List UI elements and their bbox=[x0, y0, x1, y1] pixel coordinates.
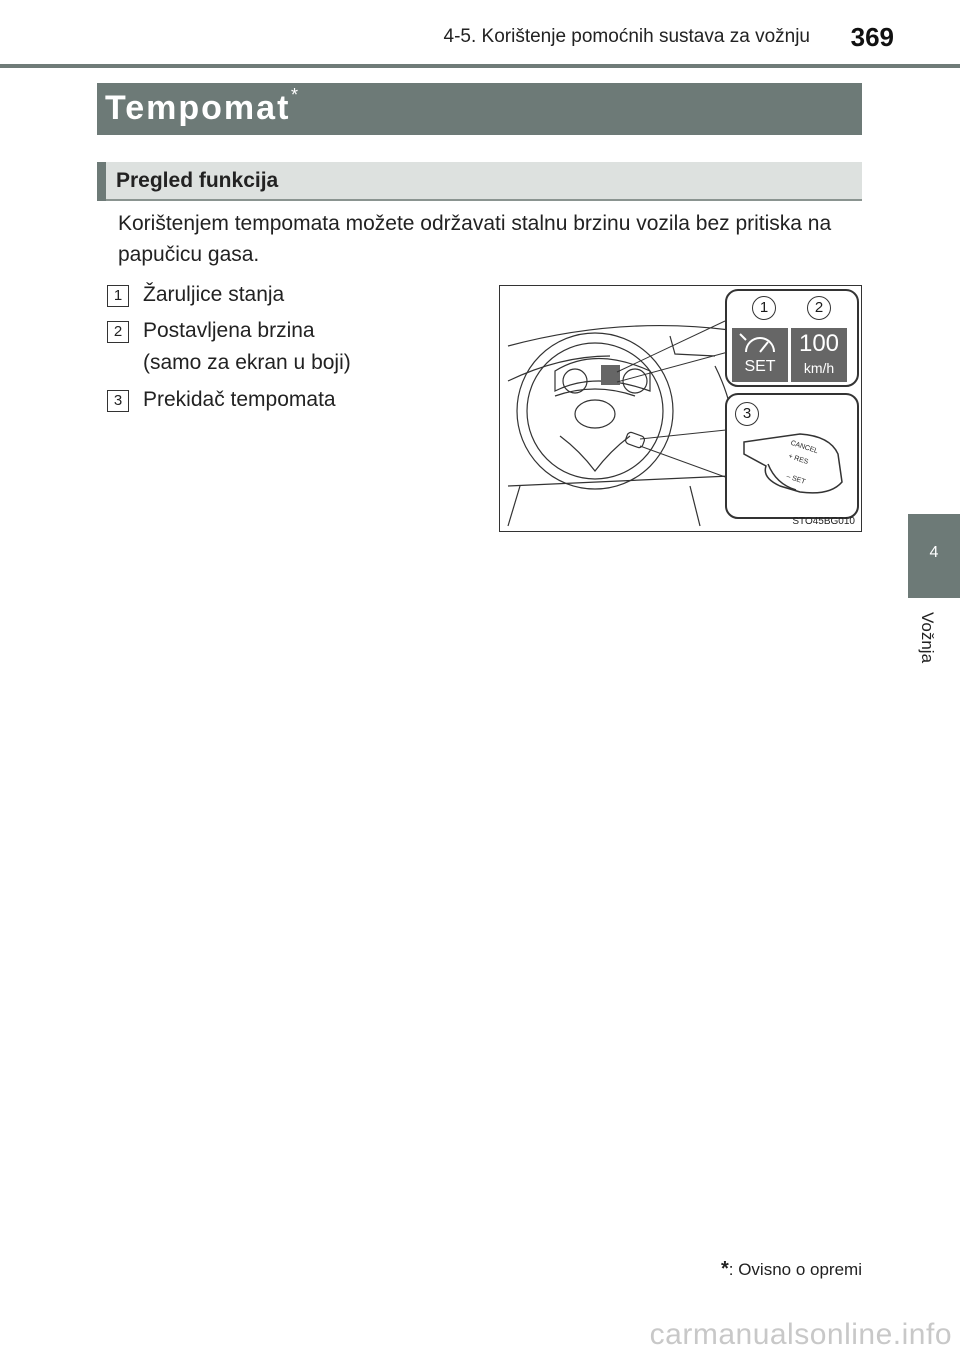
section-accent bbox=[97, 162, 106, 201]
set-indicator-label: SET bbox=[744, 358, 776, 375]
item-number: 2 bbox=[107, 321, 129, 343]
title-footnote-marker: * bbox=[291, 85, 299, 105]
callout-1: 1 bbox=[752, 296, 776, 320]
section-header bbox=[97, 162, 862, 201]
item-label: Žaruljice stanja bbox=[143, 283, 285, 306]
watermark: carmanualsonline.info bbox=[649, 1318, 952, 1351]
header-section-title: 4-5. Korištenje pomoćnih sustava za vožnju bbox=[443, 26, 810, 47]
item-label: Postavljena brzina bbox=[143, 319, 315, 342]
footnote bbox=[721, 1258, 862, 1281]
illustration-code: STO45BG010 bbox=[792, 516, 855, 527]
item-label: Prekidač tempomata bbox=[143, 388, 336, 411]
chapter-label: Vožnja bbox=[918, 612, 937, 664]
section-title: Pregled funkcija bbox=[116, 169, 279, 192]
footnote-star: * bbox=[720, 1258, 729, 1280]
set-speed-unit: km/h bbox=[803, 360, 835, 376]
lever-label-res: + RES bbox=[787, 453, 810, 466]
set-speed-value: 100 bbox=[798, 330, 840, 357]
item-number: 3 bbox=[107, 390, 129, 412]
callout-2: 2 bbox=[807, 296, 831, 320]
intro-paragraph: Korištenjem tempomata možete održavati stalnu brzinu vozila bez pritiska na papučicu gasa. bbox=[118, 212, 832, 266]
item-number: 1 bbox=[107, 285, 129, 307]
chapter-title-bar bbox=[97, 83, 862, 135]
callout-3: 3 bbox=[735, 402, 759, 426]
illustration-drawing bbox=[500, 286, 862, 532]
lever-label-set: – SET bbox=[785, 473, 807, 486]
header-divider bbox=[0, 64, 960, 68]
item-sublabel: (samo za ekran u boji) bbox=[143, 351, 351, 374]
page-title: Tempomat bbox=[105, 89, 291, 127]
cruise-control-illustration bbox=[499, 285, 862, 532]
footnote-text: : Ovisno o opremi bbox=[728, 1260, 862, 1279]
page-number: 369 bbox=[850, 22, 894, 52]
lever-label-cancel: CANCEL bbox=[789, 439, 819, 456]
chapter-side-tab bbox=[908, 514, 960, 598]
chapter-number: 4 bbox=[929, 544, 939, 561]
